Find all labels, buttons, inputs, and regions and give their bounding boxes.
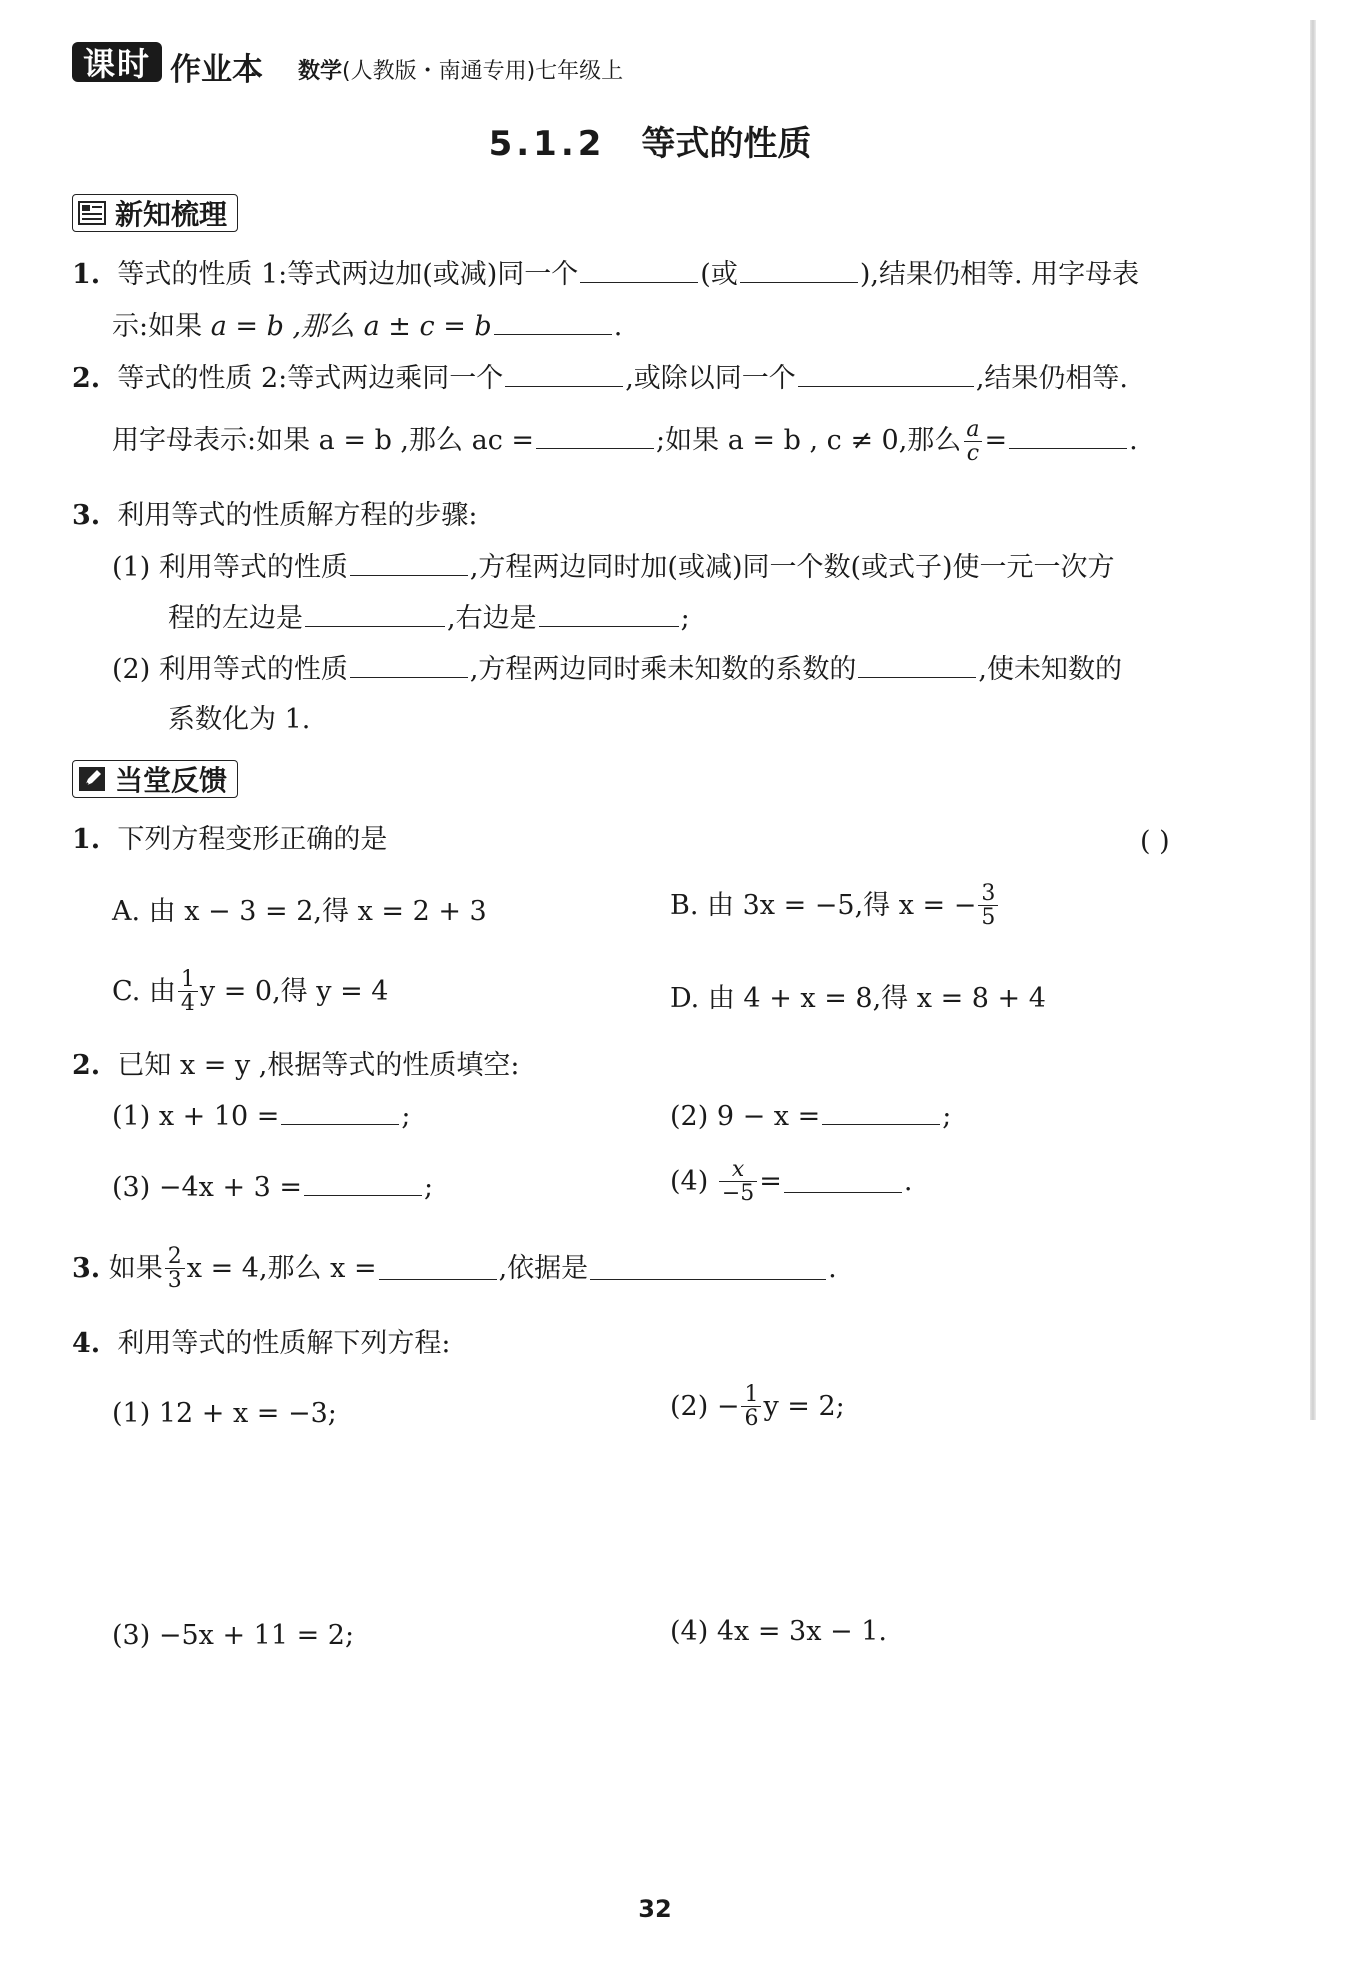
q-text: (1) 利用等式的性质: [112, 552, 348, 583]
answer-blank[interactable]: [539, 604, 679, 627]
q-text: 程的左边是: [168, 603, 303, 634]
fraction-numerator: 1: [180, 967, 195, 992]
s2-q4-part4: (4) 4x = 3x − 1.: [670, 1616, 887, 1647]
s2-q4-part2: [670, 1383, 845, 1430]
q-text: C. 由: [112, 976, 176, 1008]
section-header-class-feedback: [72, 760, 238, 798]
s2-q2-part3: [112, 1173, 433, 1201]
q-text: ;: [424, 1172, 434, 1203]
answer-blank[interactable]: [1009, 426, 1127, 449]
fraction-numerator: 3: [981, 881, 996, 906]
q-text: ,结果仍相等.: [975, 363, 1128, 394]
answer-blank[interactable]: [494, 312, 612, 335]
q-text: ;如果 a = b , c ≠ 0,那么: [656, 425, 962, 457]
option-a[interactable]: A. 由 x − 3 = 2,得 x = 2 + 3: [112, 896, 487, 927]
q-text: =: [984, 425, 1008, 457]
q-text: 利用等式的性质解下列方程:: [117, 1328, 451, 1359]
q-text: 下列方程变形正确的是: [117, 824, 388, 855]
q-text: ;: [401, 1101, 411, 1132]
s1-q2-line1: [72, 364, 1128, 392]
q-text: 系数化为 1.: [168, 704, 311, 735]
answer-blank[interactable]: [350, 655, 468, 678]
q-text: (或: [700, 259, 738, 290]
fraction: [719, 1158, 757, 1205]
book-icon: [77, 199, 107, 227]
subject-bold: 数学: [298, 59, 343, 84]
fraction-denominator: c: [964, 441, 982, 465]
answer-blank[interactable]: [350, 553, 468, 576]
q-text: B. 由 3x = −5,得 x = −: [670, 890, 977, 922]
fraction-numerator: x: [731, 1157, 745, 1182]
fraction: [741, 1383, 761, 1430]
q-text: ,依据是: [498, 1253, 589, 1285]
s2-q2-part1: [112, 1102, 411, 1130]
page-number: 32: [638, 1895, 672, 1923]
s1-q3-step1-line1: [112, 553, 1115, 581]
question-number: 3.: [72, 1253, 101, 1285]
q-text: ),结果仍相等. 用字母表: [859, 259, 1140, 290]
fraction: [963, 418, 982, 465]
q-text: x = 4,那么 x =: [186, 1253, 377, 1285]
answer-blank[interactable]: [798, 364, 974, 387]
section-title: 当堂反馈: [115, 764, 228, 797]
q-text: =: [759, 1166, 782, 1198]
option-b[interactable]: [670, 882, 1000, 929]
s1-q1-line1: [72, 260, 1139, 288]
question-number: 2.: [72, 363, 101, 394]
q-text: (3) −4x + 3 =: [112, 1172, 303, 1203]
answer-blank[interactable]: [590, 1257, 826, 1280]
question-number: 2.: [72, 1050, 101, 1081]
brand-logo: 课时: [72, 42, 162, 82]
option-d[interactable]: D. 由 4 + x = 8,得 x = 8 + 4: [670, 983, 1046, 1014]
q-text: ,方程两边同时加(或减)同一个数(或式子)使一元一次方: [469, 552, 1115, 583]
q-text: 利用等式的性质解方程的步骤:: [117, 500, 478, 531]
q-text: .: [903, 1166, 913, 1198]
fraction-numerator: 2: [167, 1244, 182, 1269]
s1-q3-title: [72, 502, 477, 529]
q-text: 等式的性质 1:等式两边加(或减)同一个: [117, 259, 579, 290]
fraction: [178, 968, 198, 1015]
q-text: 等式的性质 2:等式两边乘同一个: [117, 363, 504, 394]
q-text: y = 0,得 y = 4: [199, 976, 389, 1008]
q-text: .: [613, 311, 623, 342]
question-number: 4.: [72, 1328, 101, 1359]
s1-q3-step2-line2: [168, 706, 310, 733]
fraction-denominator: 4: [178, 991, 198, 1015]
fraction-denominator: 5: [978, 905, 998, 929]
s1-q2-line2: [112, 418, 1138, 465]
fraction-numerator: a: [966, 417, 980, 442]
s2-q3: [72, 1245, 837, 1292]
q-text: ,方程两边同时乘未知数的系数的: [469, 654, 857, 685]
fraction-denominator: −5: [719, 1181, 757, 1205]
question-number: 1.: [72, 259, 101, 290]
fraction-denominator: 6: [741, 1406, 761, 1430]
lesson-name: 等式的性质: [641, 124, 812, 164]
s2-q2-part4: [670, 1158, 913, 1205]
answer-blank[interactable]: [580, 260, 698, 283]
answer-blank[interactable]: [379, 1257, 497, 1280]
q-text: .: [1129, 425, 1138, 457]
subject-edition: (人教版・南通专用)七年级上: [342, 59, 624, 84]
q-text: ,右边是: [447, 603, 537, 634]
answer-blank[interactable]: [858, 655, 976, 678]
question-number: 3.: [72, 500, 101, 531]
q-text: (4): [670, 1166, 709, 1198]
q-text: ,使未知数的: [978, 654, 1123, 685]
q-text: 示:如果: [112, 311, 211, 342]
s2-q1-title: [72, 826, 387, 853]
answer-blank[interactable]: [822, 1102, 940, 1125]
q-text: (1) x + 10 =: [112, 1101, 280, 1132]
page-title: [0, 116, 1300, 165]
section-header-new-knowledge: [72, 194, 238, 232]
s1-q3-step2-line1: [112, 655, 1122, 683]
option-c[interactable]: [112, 968, 388, 1015]
q-text: (2) 9 − x =: [670, 1101, 821, 1132]
q-math: a = b ,那么 a ± c = b: [210, 311, 492, 342]
s1-q1-line2: [112, 312, 622, 340]
answer-blank[interactable]: [536, 426, 654, 449]
answer-blank[interactable]: [281, 1102, 399, 1125]
answer-blank[interactable]: [784, 1170, 902, 1193]
pencil-icon: [77, 765, 107, 793]
page-edge: [1310, 20, 1316, 1420]
answer-blank[interactable]: [305, 604, 445, 627]
q-text: 如果: [108, 1253, 163, 1285]
q-text: y = 2;: [763, 1391, 845, 1423]
q-text: ;: [942, 1101, 952, 1132]
s1-q3-step1-line2: [168, 604, 690, 632]
fraction: [978, 882, 998, 929]
s2-q4-part3: (3) −5x + 11 = 2;: [112, 1620, 355, 1651]
fraction: [165, 1245, 185, 1292]
q-text: .: [828, 1253, 837, 1285]
answer-blank[interactable]: [304, 1173, 422, 1196]
s2-q4-part1: (1) 12 + x = −3;: [112, 1398, 337, 1429]
s2-q2-title: [72, 1052, 519, 1079]
answer-blank[interactable]: [740, 260, 858, 283]
answer-bracket[interactable]: ( ): [1140, 826, 1170, 857]
fraction-denominator: 3: [165, 1268, 185, 1292]
subject-line: [298, 54, 623, 85]
q-text: (2) −: [670, 1391, 740, 1423]
section-title: 新知梳理: [115, 198, 228, 231]
q-text: (2) 利用等式的性质: [112, 654, 348, 685]
q-text: ,或除以同一个: [625, 363, 796, 394]
q-text: 用字母表示:如果 a = b ,那么 ac =: [112, 425, 535, 457]
brand-name: 作业本: [170, 52, 263, 88]
q-text: ;: [680, 603, 690, 634]
s2-q2-part2: [670, 1102, 951, 1130]
q-text: 已知 x = y ,根据等式的性质填空:: [117, 1050, 520, 1081]
question-number: 1.: [72, 824, 101, 855]
s2-q4-title: [72, 1330, 450, 1357]
lesson-code: 5.1.2: [488, 124, 606, 164]
fraction-numerator: 1: [744, 1382, 759, 1407]
answer-blank[interactable]: [505, 364, 623, 387]
